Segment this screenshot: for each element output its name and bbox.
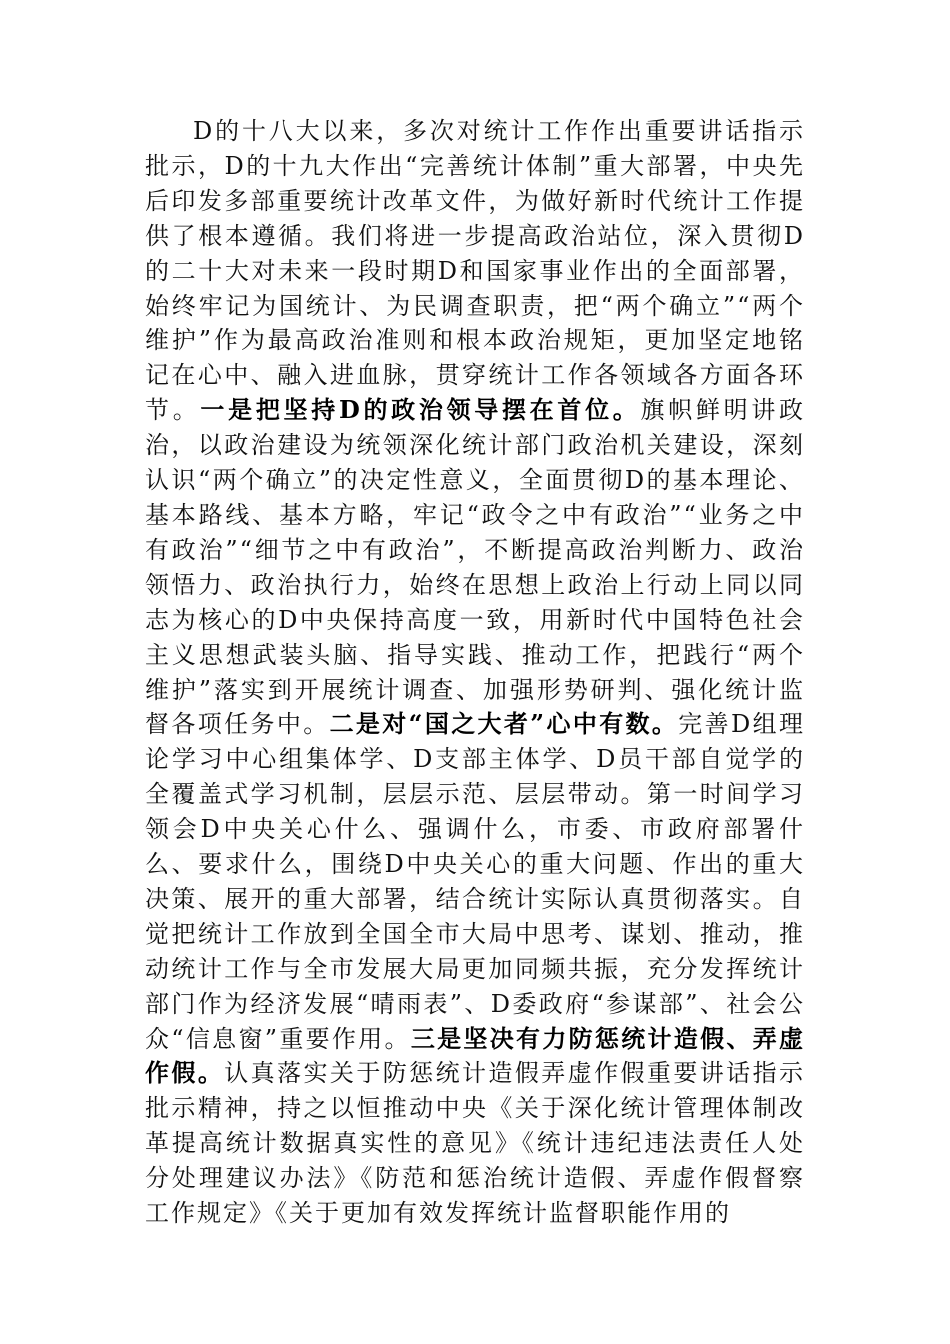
point-two-text: 完善D组理论学习中心组集体学、D支部主体学、D员干部自觉学的全覆盖式学习机制，层层示范、层层带动。第一时间学习领会D中央关心什么、强调什么，市委、市政府部署什么、要求什么，围绕D中央关心的重大问题、作出的重大决策、展开的重大部署，结合统计实际认真贯彻落实。自觉把统计工作放到全国全市大局中思考、谋划、推动，推动统计工作与全市发展大局更加同频共振，充分发挥统计部门作为经济发展“晴雨表”、D委政府“参谋部”、社会公众“信息窗”重要作用。 xyxy=(145,710,806,1053)
point-three-heading: 三是坚决有力防惩统计造假、弄虚作假。 xyxy=(145,1023,806,1088)
point-two-heading: 二是对“国之大者”心中有数。 xyxy=(329,709,679,739)
document-page xyxy=(145,114,805,1231)
point-one-text: 旗帜鲜明讲政治，以政治建设为统领深化统计部门政治机关建设，深刻认识“两个确立”的决定性意义，全面贯彻D的基本理论、基本路线、基本方略，牢记“政令之中有政治”“业务之中有政治”“细节之中有政治”，不断提高政治判断力、政治领悟力、政治执行力，始终在思想上政治上行动上同以同志为核心的D中央保持高度一致，用新时代中国特色社会主义思想武装头脑、指导实践、推动工作，把践行“两个维护”落实到开展统计调查、加强形势研判、强化统计监督各项任务中。 xyxy=(145,396,806,739)
paragraph-intro-text: D的十八大以来，多次对统计工作作出重要讲话指示批示，D的十九大作出“完善统计体制”重大部署，中央先后印发多部重要统计改革文件，为做好新时代统计工作提供了根本遵循。我们将进一步提高政治站位，深入贯彻D的二十大对未来一段时期D和国家事业作出的全面部署，始终牢记为国统计、为民调查职责，把“两个确立”“两个维护”作为最高政治准则和根本政治规矩，更加坚定地铭记在心中、融入进血脉，贯穿统计工作各领域各方面各环节。 xyxy=(145,117,805,425)
body-paragraph xyxy=(145,114,805,1231)
point-three-text: 认真落实关于防惩统计造假弄虚作假重要讲话指示批示精神，持之以恒推动中央《关于深化统计管理体制改革提高统计数据真实性的意见》《统计违纪违法责任人处分处理建议办法》《防范和惩治统计造假、弄虚作假督察工作规定》《关于更加有效发挥统计监督职能作用的 xyxy=(145,1059,805,1228)
point-one-heading: 一是把坚持D的政治领导摆在首位。 xyxy=(200,395,641,425)
